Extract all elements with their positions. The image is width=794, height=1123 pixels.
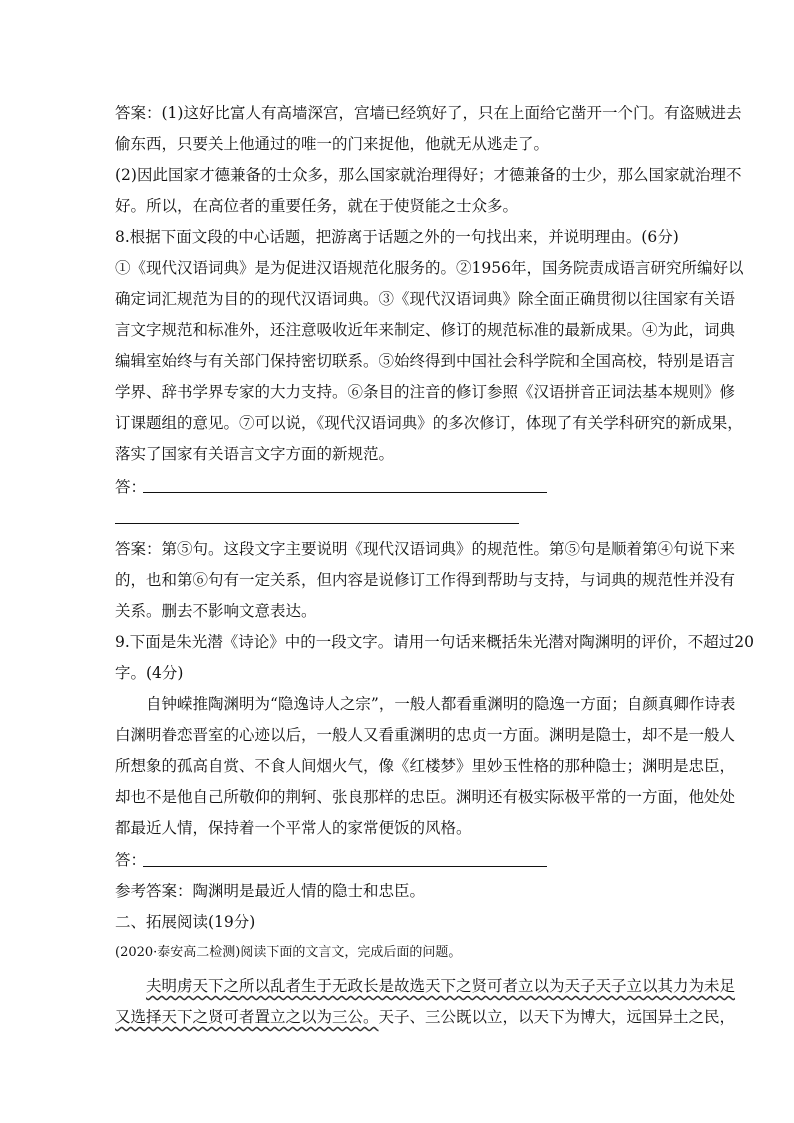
classical-passage-continuation: 天子、三公既以立，以天下为博大，远国异土之民， — [378, 1008, 736, 1026]
q8-answer-line-1: 答案：第⑤句。这段文字主要说明《现代汉语词典》的规范性。第⑤句是顺着第④句说下来 — [115, 540, 736, 558]
q8-passage-line-7: 落实了国家有关语言文字方面的新规范。 — [115, 445, 395, 463]
classical-passage-unpunctuated-2: 又选择天下之贤可者置立之以为三公。 — [115, 1008, 379, 1026]
q7-answer-line-3: (2)因此国家才德兼备的士众多，那么国家就治理得好；才德兼备的士少，那么国家就治理不 — [115, 166, 742, 184]
q8-passage-line-2: 确定词汇规范为目的的现代汉语词典。③《现代汉语词典》除全面正确贯彻以往国家有关语 — [115, 290, 736, 308]
q8-answer-blank-line-1[interactable] — [143, 492, 547, 493]
classical-passage-unpunctuated-1: 夫明虏天下之所以乱者生于无政长是故选天下之贤可者立以为天子天子立以其力为未足 — [146, 977, 736, 995]
q9-passage-line-1: 自钟嵘推陶渊明为“隐逸诗人之宗”，一般人都看重渊明的隐逸一方面；自颜真卿作诗表 — [146, 695, 736, 713]
q8-passage-line-4: 编辑室始终与有关部门保持密切联系。⑤始终得到中国社会科学院和全国高校，特别是语言 — [115, 352, 736, 370]
q9-passage-line-5: 都最近人情，保持着一个平常人的家常便饭的风格。 — [115, 819, 472, 837]
q7-answer-line-2: 偷东西，只要关上他通过的唯一的门来捉他，他就无从逃走了。 — [115, 135, 550, 153]
q9-passage-line-3: 所想象的孤高自赏、不食人间烟火气，像《红楼梦》里妙玉性格的那种隐士；渊明是忠臣， — [115, 757, 736, 775]
q9-passage-line-4: 却也不是他自己所敬仰的荆轲、张良那样的忠臣。渊明还有极实际极平常的一方面，他处处 — [115, 788, 736, 806]
q9-passage-line-2: 白渊明眷恋晋室的心迹以后，一般人又看重渊明的忠贞一方面。渊明是隐士，却不是一般人 — [115, 726, 736, 744]
q7-answer-line-4: 好。所以，在高位者的重要任务，就在于使贤能之士众多。 — [115, 197, 519, 215]
q8-passage-line-6: 订课题组的意见。⑦可以说，《现代汉语词典》的多次修订，体现了有关学科研究的新成果， — [115, 414, 743, 432]
q9-prompt-line-2: 字。(4分) — [115, 664, 184, 682]
q8-passage-line-3: 言文字规范和标准外，还注意吸收近年来制定、修订的规范标准的最新成果。④为此，词典 — [115, 321, 736, 339]
q8-prompt: 8.根据下面文段的中心话题，把游离于话题之外的一句找出来，并说明理由。(6分) — [115, 228, 679, 246]
q9-answer-blank-line[interactable] — [143, 866, 547, 867]
q8-answer-line-2: 的，也和第⑥句有一定关系，但内容是说修订工作得到帮助与支持，与词典的规范性并没有 — [115, 571, 736, 589]
section-source-line: (2020·泰安高二检测)阅读下面的文言文，完成后面的问题。 — [115, 945, 462, 960]
q8-answer-blank-tail — [507, 523, 519, 524]
q9-answer-label: 答： — [115, 851, 147, 869]
q8-answer-label: 答： — [115, 478, 147, 496]
section-heading: 二、拓展阅读(19分) — [115, 913, 256, 931]
q8-answer-blank-line-2[interactable] — [115, 523, 507, 524]
q9-reference-answer: 参考答案：陶渊明是最近人情的隐士和忠臣。 — [115, 882, 426, 900]
q8-passage-line-5: 学界、辞书学界专家的大力支持。⑥条目的注音的修订参照《汉语拼音正词法基本规则》修 — [115, 383, 736, 401]
q8-answer-line-3: 关系。删去不影响文意表达。 — [115, 602, 317, 620]
classical-passage-line-1 — [146, 975, 735, 997]
q7-answer-line-1: 答案：(1)这好比富人有高墙深宫，宫墙已经筑好了，只在上面给它凿开一个门。有盗贼进去 — [115, 104, 742, 122]
q9-prompt-line-1: 9.下面是朱光潜《诗论》中的一段文字。请用一句话来概括朱光潜对陶渊明的评价，不超过20 — [115, 633, 755, 651]
classical-passage-line-2 — [115, 1006, 735, 1028]
q8-passage-line-1: ①《现代汉语词典》是为促进汉语规范化服务的。②1956年，国务院责成语言研究所编好以 — [115, 259, 744, 277]
